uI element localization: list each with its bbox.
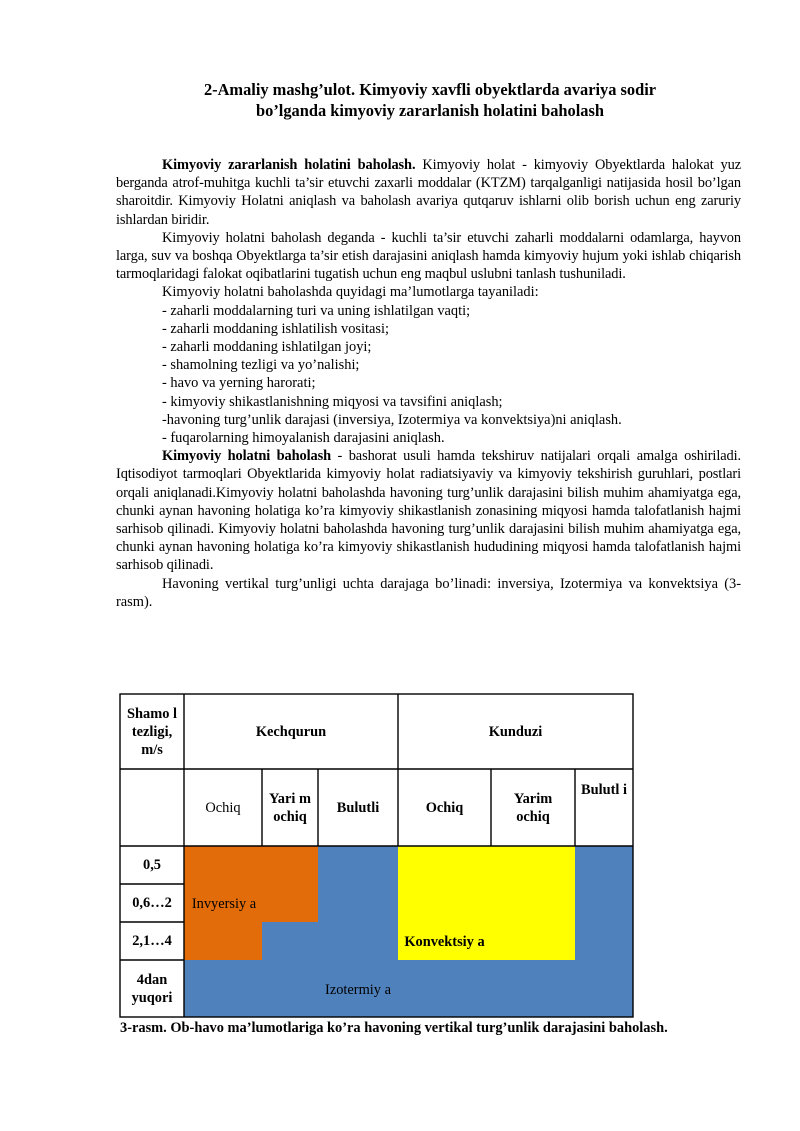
paragraph-4-text: - bashorat usuli hamda tekshiruv natijalari orqali amalga oshiriladi. Iqtisodiyot tarmoqlari Obyektlarida kimyoviy holat radiatsiyaviy va kimyoviy tekshirish guruhlari, postlari orqali aniqlanadi.Kimyoviy holatni baholashda havoning turg’unlik darajasini bilish muhim ahamiyatga ega, chunki aynan havoning holatiga ko’ra kimyoviy shikastlanish zonasining miqyosi hamda talofatlanish hajmi sarhisob qilinadi. Kimyoviy holatni baholashda havoning turg’unlik darajasini bilish muhim ahamiyatga ega, chunki aynan havoning holatiga ko’ra kimyoviy shikastlanish hududining miqyosi hamda talofatlanish hajmi sarhisob qilinadi. (116, 448, 741, 574)
title-line-1: 2-Amaliy mashg’ulot. Kimyoviy xavfli obyektlarda avariya sodir (203, 80, 657, 99)
list-item: - zaharli moddalarning turi va uning ishlatilgan vaqti; (162, 302, 471, 319)
figure-caption: 3-rasm. Ob-havo ma’lumotlariga ko’ra havoning vertikal turg’unlik darajasini baholash. (120, 1020, 668, 1036)
sub-header-evening-clear: Ochiq (205, 799, 241, 816)
paragraph-2: Kimyoviy holatni baholash deganda - kuchli ta’sir etuvchi zaharli moddalarni odamlarga, hayvon larga, suv va boshqa Obyektlarga ta’sir etish darajasini aniqlash hamda kimyoviy hujum yoki ishlab chiqarish tarmoqlaridagi falokat oqibatlarini tugatish uchun eng maqbul uslubni tanlash tushuniladi. (116, 229, 741, 283)
list-item: -havoning turg’unlik darajasi (inversiya, Izotermiya va konvektsiya)ni aniqlash. (162, 411, 622, 428)
evening-header: Kechqurun (255, 723, 327, 740)
list-item: - zaharli moddaning ishlatilgan joyi; (162, 339, 372, 356)
paragraph-3: Kimyoviy holatni baholashda quyidagi ma’lumotlarga tayaniladi: (162, 284, 539, 301)
inversion-label: Invyersiy a (191, 896, 257, 912)
sub-header-day-cloudy: Bulutl i (581, 782, 627, 798)
sub-header-day-clear: Ochiq (425, 799, 464, 816)
sub-header-evening-cloudy: Bulutli (336, 799, 380, 816)
sub-header-evening-partly: Yari m ochiq (269, 790, 311, 825)
paragraph-5: Havoning vertikal turg’unligi uchta darajaga bo’linadi: inversiya, Izotermiya va konvektsiya (3-rasm). (116, 575, 741, 610)
list-item: - havo va yerning harorati; (162, 375, 316, 392)
row-label: 0,6…2 (132, 895, 172, 911)
list-item: - kimyoviy shikastlanishning miqyosi va tavsifini aniqlash; (162, 393, 503, 410)
paragraph-1-text: Kimyoviy holat - kimyoviy Obyektlarda halokat yuz berganda atrof-muhitga kuchli ta’sir etuvchi zaxarli moddalar (KTZM) tarqalganligi natijasida hosil bo’lgan sharoitdir. Kimyoviy Holatni aniqlash va baholash avariya qutqaruv ishlarni olib borish uchun eng zaruriy ishlardan biridir. (116, 157, 741, 228)
title-line-2: bo’lganda kimyoviy zararlanish holatini baholash (256, 101, 604, 120)
row-label: 4dan yuqori (131, 971, 173, 1006)
paragraph-4-lead: Kimyoviy holatni baholash (162, 448, 332, 465)
day-header: Kunduzi (488, 723, 543, 740)
list-item: - zaharli moddaning ishlatilish vositasi; (162, 320, 390, 337)
list-item: - shamolning tezligi va yo’nalishi; (162, 357, 360, 374)
row-label: 2,1…4 (132, 933, 172, 949)
convection-label: Konvektsiy a (404, 934, 485, 950)
sub-header-day-partly: Yarim ochiq (513, 790, 553, 825)
wind-speed-header: Shamo l tezligi, m/s (127, 705, 177, 758)
list-item: - fuqarolarning himoyalanish darajasini aniqlash. (162, 430, 445, 447)
isothermal-label: Izotermiy a (325, 982, 391, 998)
row-label: 0,5 (143, 857, 161, 873)
paragraph-1-lead: Kimyoviy zararlanish holatini baholash. (162, 157, 416, 173)
